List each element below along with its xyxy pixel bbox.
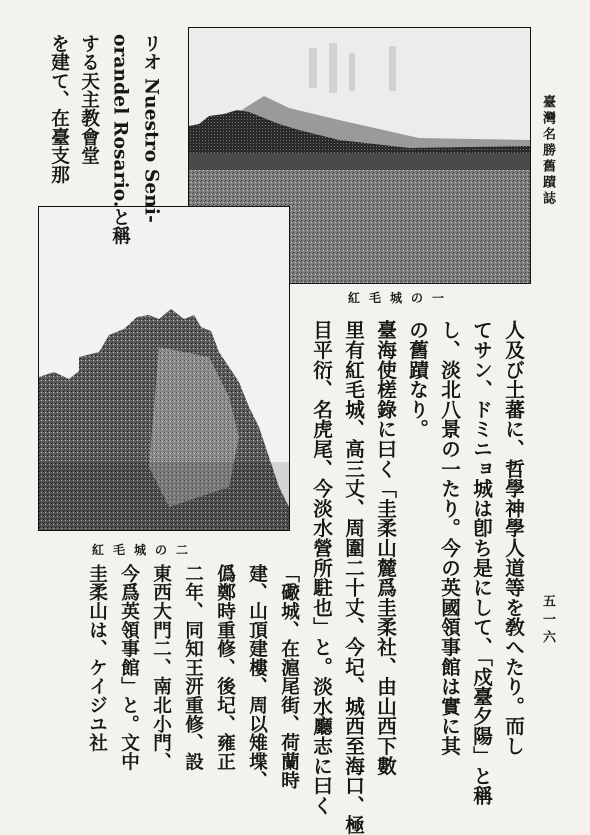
running-head: 臺灣名勝舊蹟誌 (540, 95, 555, 207)
text-line: を建て、在臺支那 (48, 34, 70, 184)
text-line: 建、山頂建樓、周以雉堞、 (246, 564, 268, 790)
text-line: てサン、ドミニョ城は卽ち是にして、「戍臺夕陽」と稱 (469, 320, 493, 806)
text-line: する天主教會堂 (78, 34, 100, 165)
text-line: 圭柔山は、ケイジユ社 (86, 564, 108, 752)
text-line: 人及び土蕃に、哲學神學人道等を敎へたり。而し (501, 320, 525, 756)
text-line: 「礮城、在滬尾街、荷蘭時 (278, 564, 300, 790)
text-line: 里有紅毛城、高三丈、周圍二十丈、今圮、城西至海口、極 (341, 320, 365, 835)
text-line: 今爲英領事館」と。文中 (118, 564, 140, 771)
text-line: orandel Rosario.と稱 (109, 34, 131, 245)
fort-photo-2 (39, 207, 289, 530)
text-line: し、淡北八景の一たり。今の英國領事館は實に其 (437, 320, 461, 756)
text-line: 臺海使槎錄に曰く「圭柔山麓爲圭柔社、由山西下數 (373, 320, 397, 776)
figure-caption-1: 紅毛城の一 (348, 291, 454, 305)
page-number: 五一六 (540, 594, 555, 648)
text-line: 僞鄭時重修、後圮、雍正 (214, 564, 236, 771)
text-line: 目平衍、名虎尾、今淡水營所駐也」と。淡水廳志に曰く (309, 320, 333, 815)
photo-red-fort-2 (38, 206, 290, 531)
figure-caption-2: 紅毛城の二 (92, 543, 198, 557)
text-line: 東西大門二、南北小門、 (150, 564, 172, 771)
text-line: の舊蹟なり。 (405, 320, 429, 439)
text-line: リオ Nuestro Seni- (140, 34, 162, 223)
text-line: 二年、同知王汧重修、設 (182, 564, 204, 771)
